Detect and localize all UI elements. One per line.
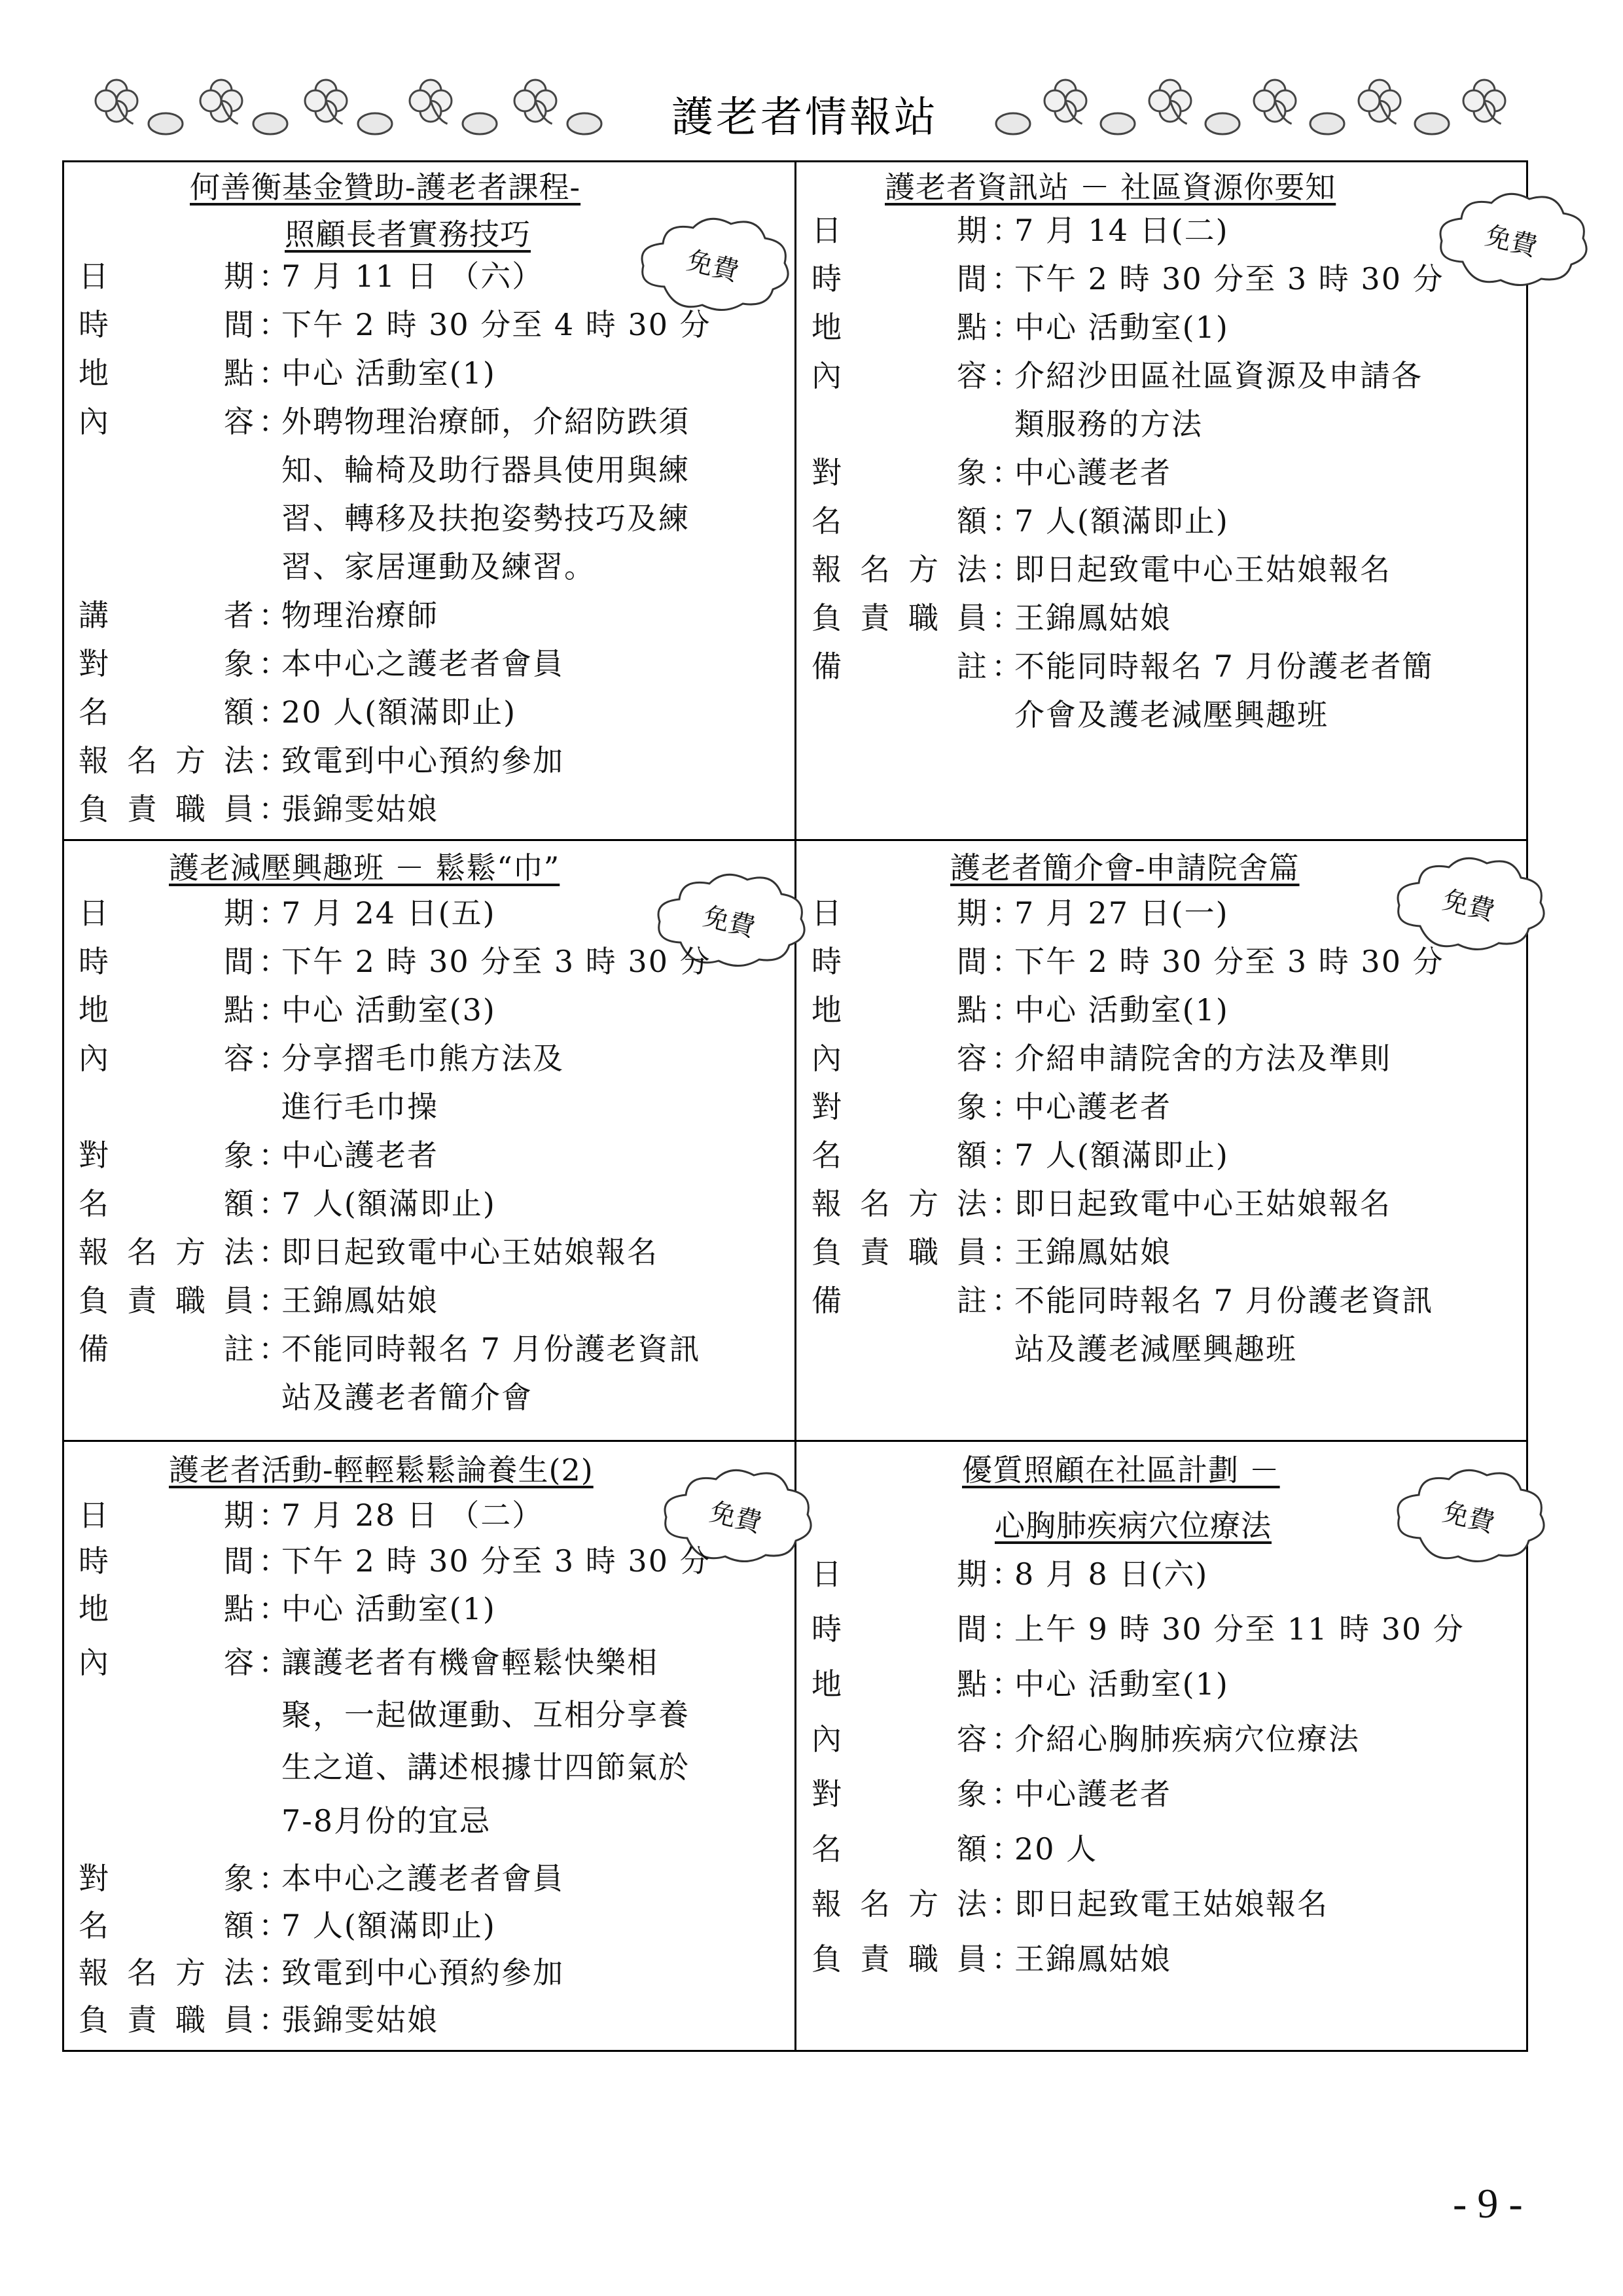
colon-separator: ： <box>259 259 290 294</box>
info-label: 名額 <box>79 1908 255 1943</box>
colon-separator: ： <box>259 2002 290 2037</box>
info-value: 張錦雯姑娘 <box>281 2002 438 2037</box>
colon-separator: ： <box>259 307 290 342</box>
section-title: 心胸肺疾病穴位療法 <box>995 1508 1272 1543</box>
info-label: 地點 <box>79 992 255 1028</box>
info-value: 7 月 24 日(五) <box>281 895 496 931</box>
info-value: 7 月 28 日 （二） <box>281 1498 544 1533</box>
colon-separator: ： <box>991 600 1023 636</box>
info-label: 對象 <box>812 455 988 490</box>
info-value: 即日起致電中心王姑娘報名 <box>1014 552 1391 587</box>
info-value: 介紹心胸肺疾病穴位療法 <box>1014 1721 1360 1757</box>
colon-separator: ： <box>991 1886 1023 1922</box>
colon-separator: ： <box>991 1611 1023 1647</box>
colon-separator: ： <box>259 992 290 1028</box>
info-value: 習、轉移及扶抱姿勢技巧及練 <box>281 501 690 536</box>
info-label: 日期 <box>79 259 255 294</box>
colon-separator: ： <box>259 1498 290 1533</box>
colon-separator: ： <box>259 646 290 681</box>
row-divider <box>62 839 1528 841</box>
info-value: 中心 活動室(1) <box>281 355 496 391</box>
colon-separator: ： <box>991 1041 1023 1076</box>
info-value: 生之道、講述根據廿四節氣於 <box>281 1749 690 1785</box>
info-value: 聚，一起做運動、互相分享養 <box>281 1697 690 1732</box>
info-label: 時間 <box>812 1611 988 1647</box>
info-label: 名額 <box>812 1138 988 1173</box>
colon-separator: ： <box>991 1138 1023 1173</box>
info-value: 中心 活動室(1) <box>281 1591 496 1626</box>
info-value: 本中心之護老者會員 <box>281 1861 564 1896</box>
free-badge-label: 免費 <box>683 245 742 287</box>
column-divider <box>794 160 796 2052</box>
info-value: 致電到中心預約參加 <box>281 1955 564 1990</box>
section-title: 優質照顧在社區計劃 － <box>962 1452 1280 1488</box>
info-value: 20 人(額滿即止) <box>281 694 517 730</box>
info-value: 致電到中心預約參加 <box>281 743 564 778</box>
info-value: 下午 2 時 30 分至 4 時 30 分 <box>281 307 711 342</box>
info-label: 內容 <box>79 1041 255 1076</box>
info-value: 中心護老者 <box>281 1138 438 1173</box>
info-value: 介紹沙田區社區資源及申請各 <box>1014 358 1423 393</box>
info-value: 站及護老減壓興趣班 <box>1014 1331 1297 1367</box>
info-label: 時間 <box>79 944 255 979</box>
info-label: 報名方法 <box>79 1955 255 1990</box>
info-label: 講者 <box>79 598 255 633</box>
free-badge <box>625 208 802 319</box>
free-badge <box>1423 183 1600 295</box>
info-value: 中心 活動室(1) <box>1014 310 1229 345</box>
info-label: 報名方法 <box>79 743 255 778</box>
info-label: 名額 <box>79 694 255 730</box>
info-value: 7 月 14 日(二) <box>1014 213 1229 248</box>
colon-separator: ： <box>259 1234 290 1270</box>
colon-separator: ： <box>991 1666 1023 1702</box>
info-value: 下午 2 時 30 分至 3 時 30 分 <box>1014 261 1444 296</box>
colon-separator: ： <box>259 1645 290 1680</box>
info-value: 中心 活動室(1) <box>1014 1666 1229 1702</box>
info-value: 王錦鳳姑娘 <box>281 1283 438 1318</box>
info-value: 下午 2 時 30 分至 3 時 30 分 <box>281 944 711 979</box>
info-label: 負責職員 <box>812 1941 988 1977</box>
colon-separator: ： <box>991 213 1023 248</box>
colon-separator: ： <box>991 992 1023 1028</box>
info-label: 對象 <box>79 646 255 681</box>
colon-separator: ： <box>991 1283 1023 1318</box>
colon-separator: ： <box>259 1041 290 1076</box>
colon-separator: ： <box>259 694 290 730</box>
info-value: 7 人(額滿即止) <box>281 1186 496 1221</box>
info-label: 日期 <box>79 1498 255 1533</box>
colon-separator: ： <box>991 1721 1023 1757</box>
info-label: 時間 <box>79 307 255 342</box>
colon-separator: ： <box>259 1186 290 1221</box>
info-value: 7 人(額滿即止) <box>1014 503 1229 539</box>
info-label: 日期 <box>79 895 255 931</box>
info-label: 時間 <box>812 261 988 296</box>
info-value: 王錦鳳姑娘 <box>1014 1234 1171 1270</box>
free-badge-label: 免費 <box>1482 220 1541 262</box>
colon-separator: ： <box>991 358 1023 393</box>
info-value: 下午 2 時 30 分至 3 時 30 分 <box>281 1543 711 1579</box>
colon-separator: ： <box>991 1186 1023 1221</box>
colon-separator: ： <box>991 503 1023 539</box>
info-value: 中心護老者 <box>1014 455 1171 490</box>
info-value: 20 人 <box>1014 1831 1098 1867</box>
page-number: - 9 - <box>1453 2180 1523 2227</box>
colon-separator: ： <box>259 1331 290 1367</box>
colon-separator: ： <box>991 261 1023 296</box>
info-label: 負責職員 <box>79 1283 255 1318</box>
info-value: 張錦雯姑娘 <box>281 791 438 827</box>
info-label: 對象 <box>812 1089 988 1124</box>
info-label: 對象 <box>812 1776 988 1812</box>
colon-separator: ： <box>259 1908 290 1943</box>
colon-separator: ： <box>259 1138 290 1173</box>
info-label: 備註 <box>812 649 988 684</box>
info-label: 地點 <box>812 992 988 1028</box>
info-label: 報名方法 <box>812 1886 988 1922</box>
info-label: 負責職員 <box>79 2002 255 2037</box>
colon-separator: ： <box>259 944 290 979</box>
info-label: 負責職員 <box>812 600 988 636</box>
section-title: 護老者資訊站 － 社區資源你要知 <box>885 170 1336 205</box>
info-value: 王錦鳳姑娘 <box>1014 600 1171 636</box>
colon-separator: ： <box>991 1776 1023 1812</box>
info-label: 地點 <box>79 1591 255 1626</box>
colon-separator: ： <box>991 649 1023 684</box>
colon-separator: ： <box>259 743 290 778</box>
info-value: 中心 活動室(3) <box>281 992 496 1028</box>
info-value: 不能同時報名 7 月份護老資訊 <box>281 1331 701 1367</box>
colon-separator: ： <box>259 355 290 391</box>
info-label: 內容 <box>79 404 255 439</box>
colon-separator: ： <box>991 552 1023 587</box>
info-label: 負責職員 <box>812 1234 988 1270</box>
info-value: 即日起致電中心王姑娘報名 <box>1014 1186 1391 1221</box>
free-badge-label: 免費 <box>1439 884 1498 927</box>
info-value: 本中心之護老者會員 <box>281 646 564 681</box>
info-value: 中心護老者 <box>1014 1776 1171 1812</box>
info-value: 站及護老者簡介會 <box>281 1380 533 1415</box>
colon-separator: ： <box>991 944 1023 979</box>
info-value: 中心護老者 <box>1014 1089 1171 1124</box>
info-label: 對象 <box>79 1138 255 1173</box>
colon-separator: ： <box>991 1556 1023 1592</box>
info-value: 7 月 11 日 （六） <box>281 259 544 294</box>
info-value: 不能同時報名 7 月份護老者簡 <box>1014 649 1434 684</box>
colon-separator: ： <box>259 791 290 827</box>
info-value: 7 月 27 日(一) <box>1014 895 1229 931</box>
colon-separator: ： <box>991 1941 1023 1977</box>
colon-separator: ： <box>259 1543 290 1579</box>
info-value: 王錦鳳姑娘 <box>1014 1941 1171 1977</box>
section-title: 護老減壓興趣班 － 鬆鬆“巾” <box>169 850 560 886</box>
colon-separator: ： <box>259 598 290 633</box>
info-label: 備註 <box>79 1331 255 1367</box>
info-label: 負責職員 <box>79 791 255 827</box>
free-badge <box>1381 1460 1558 1571</box>
info-value: 讓護老者有機會輕鬆快樂相 <box>281 1645 658 1680</box>
info-label: 名額 <box>79 1186 255 1221</box>
info-value: 即日起致電王姑娘報名 <box>1014 1886 1329 1922</box>
info-value: 8 月 8 日(六) <box>1014 1556 1209 1592</box>
info-label: 日期 <box>812 213 988 248</box>
info-label: 報名方法 <box>812 552 988 587</box>
colon-separator: ： <box>259 1283 290 1318</box>
info-label: 報名方法 <box>79 1234 255 1270</box>
info-label: 地點 <box>812 1666 988 1702</box>
info-label: 名額 <box>812 503 988 539</box>
info-value: 7-8月份的宜忌 <box>281 1803 491 1839</box>
info-label: 內容 <box>812 1721 988 1757</box>
info-value: 介會及護老減壓興趣班 <box>1014 697 1329 732</box>
colon-separator: ： <box>259 404 290 439</box>
info-value: 進行毛巾操 <box>281 1089 438 1124</box>
section-title: 護老者簡介會-申請院舍篇 <box>950 850 1300 886</box>
info-value: 外聘物理治療師，介紹防跌須 <box>281 404 690 439</box>
info-value: 物理治療師 <box>281 598 438 633</box>
colon-separator: ： <box>259 1861 290 1896</box>
colon-separator: ： <box>259 1955 290 1990</box>
colon-separator: ： <box>991 1234 1023 1270</box>
free-badge-label: 免費 <box>1439 1496 1498 1539</box>
info-value: 中心 活動室(1) <box>1014 992 1229 1028</box>
info-label: 地點 <box>79 355 255 391</box>
info-label: 報名方法 <box>812 1186 988 1221</box>
colon-separator: ： <box>991 455 1023 490</box>
colon-separator: ： <box>991 310 1023 345</box>
info-value: 下午 2 時 30 分至 3 時 30 分 <box>1014 944 1444 979</box>
info-label: 日期 <box>812 1556 988 1592</box>
info-label: 備註 <box>812 1283 988 1318</box>
info-value: 類服務的方法 <box>1014 406 1203 442</box>
info-label: 內容 <box>812 358 988 393</box>
info-label: 時間 <box>79 1543 255 1579</box>
info-label: 對象 <box>79 1861 255 1896</box>
info-label: 名額 <box>812 1831 988 1867</box>
info-value: 上午 9 時 30 分至 11 時 30 分 <box>1014 1611 1465 1647</box>
info-value: 知、輪椅及助行器具使用與練 <box>281 452 690 488</box>
info-label: 時間 <box>812 944 988 979</box>
colon-separator: ： <box>991 895 1023 931</box>
section-title: 何善衡基金贊助-護老者課程- <box>190 170 581 205</box>
info-label: 內容 <box>812 1041 988 1076</box>
info-label: 日期 <box>812 895 988 931</box>
colon-separator: ： <box>991 1831 1023 1867</box>
colon-separator: ： <box>259 1591 290 1626</box>
info-label: 地點 <box>812 310 988 345</box>
info-value: 介紹申請院舍的方法及準則 <box>1014 1041 1391 1076</box>
colon-separator: ： <box>259 895 290 931</box>
info-value: 分享摺毛巾熊方法及 <box>281 1041 564 1076</box>
section-title: 照顧長者實務技巧 <box>285 217 531 252</box>
colon-separator: ： <box>991 1089 1023 1124</box>
info-value: 7 人(額滿即止) <box>1014 1138 1229 1173</box>
info-value: 7 人(額滿即止) <box>281 1908 496 1943</box>
page-title: 護老者情報站 <box>671 94 938 142</box>
info-value: 習、家居運動及練習。 <box>281 549 596 584</box>
free-badge-label: 免費 <box>700 901 758 943</box>
info-label: 內容 <box>79 1645 255 1680</box>
free-badge-label: 免費 <box>706 1496 765 1539</box>
row-divider <box>62 1440 1528 1442</box>
info-value: 不能同時報名 7 月份護老資訊 <box>1014 1283 1434 1318</box>
section-title: 護老者活動-輕輕鬆鬆論養生(2) <box>169 1452 594 1488</box>
info-value: 即日起致電中心王姑娘報名 <box>281 1234 658 1270</box>
